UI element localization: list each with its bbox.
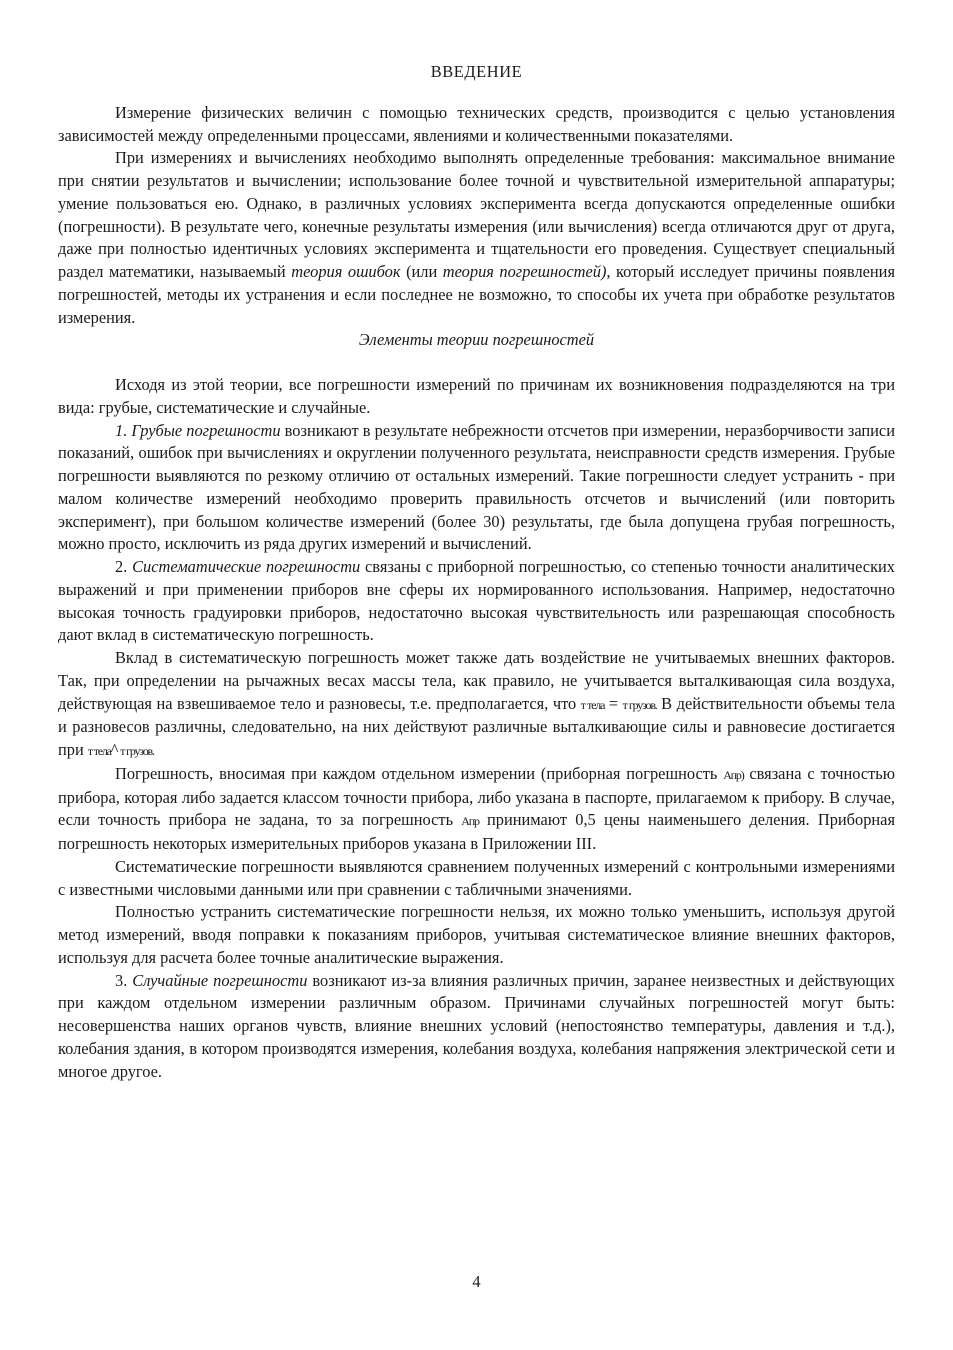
paragraph-random-errors: 3. Случайные погрешности возникают из-за влияния различных причин, заранее неизвестных и действующих при каждом отдельном измерении различным образом. Причинами случайных погрешностей могут быть: несовершенства наших органов чувств, влияние внешних условий (непостоянство температуры, давления и т.д.), колебания здания, в котором производятся измерения, колебания воздуха, колебания напряжения электрической сети и многое другое. bbox=[58, 970, 895, 1081]
paragraph-classification: Исходя из этой теории, все погрешности измерений по причинам их возникновения подразделяются на три вида: грубые, систематические и случайные. bbox=[58, 375, 895, 417]
paragraph-gross-errors: 1. Грубые погрешности возникают в результате небрежности отсчетов при измерении, неразборчивости записи показаний, ошибок при вычислениях и округлении полученного результата, неисправности средств измерения. Грубые погрешности выявляются по резкому отличию от остальных измерений. Такие погрешности следует устранить - при малом количестве измерений необходимо проверить правильность отсчетов и вычислений (или повторить эксперимент), при большом количестве измерений (более 30) результаты, где была допущена грубая погрешность, можно просто, исключить из ряда других измерений и вычислений. bbox=[58, 420, 895, 554]
paragraph-intro-1: Измерение физических величин с помощью технических средств, производится с целью установления зависимостей между определенными процессами, явлениями и количественными показателями. bbox=[58, 102, 895, 145]
page-content bbox=[58, 61, 895, 1083]
paragraph-detection: Систематические погрешности выявляются сравнением полученных измерений с контрольными измерениями с известными числовыми данными или при сравнении с табличными значениями. bbox=[58, 856, 895, 899]
paragraph-intro-2: При измерениях и вычислениях необходимо выполнять определенные требования: максимальное внимание при снятии результатов и вычислении; использование более точной и чувствительной измерительной аппаратуры; умение пользоваться ею. Однако, в различных условиях эксперимента всегда допускаются определенные ошибки (погрешности). В результате чего, конечные результаты измерения (или вычисления) всегда отличаются друг от друга, даже при полностью идентичных условиях эксперимента и тщательности его проведения. Существует специальный раздел математики, называемый теория ошибок (или теория погрешностей), который исследует причины появления погрешностей, методы их устранения и если последнее не возможно, то способы их учета при обработке результатов измерения. bbox=[58, 148, 895, 327]
section-heading: Элементы теории погрешностей bbox=[358, 330, 595, 350]
page-number: 4 bbox=[472, 1272, 481, 1291]
paragraph-elimination: Полностью устранить систематические погрешности нельзя, их можно только уменьшить, используя другой метод измерений, вводя поправки к показаниям приборов, учитывая систематическое влияние внешних факторов, используя для расчета более точные аналитические выражения. bbox=[58, 902, 895, 967]
paragraph-systematic-errors: 2. Систематические погрешности связаны с приборной погрешностью, со степенью точности аналитических выражений и при применении приборов вне сферы их нормированного использования. Например, недостаточно высокая точность градуировки приборов, недостаточно высокая чувствительность или разрешающая способность дают вклад в систематическую погрешность. bbox=[58, 557, 896, 645]
page-title: ВВЕДЕНИЕ bbox=[430, 62, 523, 81]
paragraph-external-factors: Вклад в систематическую погрешность может также дать воздействие не учитываемых внешних факторов. Так, при определении на рычажных весах массы тела, как правило, не учитывается выталкивающая сила воздуха, действующая на взвешиваемое тело и разновесы, т.е. предполагается, что т тела = т грузов. В действительности объемы тела и разновесов различны, следовательно, на них действуют различные выталкивающие силы и равновесие достигается при т тела^ т грузов. bbox=[58, 648, 895, 759]
paragraph-instrument-error: Погрешность, вносимая при каждом отдельном измерении (приборная погрешность Апр) связана с точностью прибора, которая либо задается классом точности прибора, либо указана в паспорте, прилагаемом к прибору. В случае, если точность прибора не задана, то за погрешность Апр принимают 0,5 цены наименьшего деления. Приборная погрешность некоторых измерительных приборов указана в Приложении III. bbox=[58, 763, 895, 853]
